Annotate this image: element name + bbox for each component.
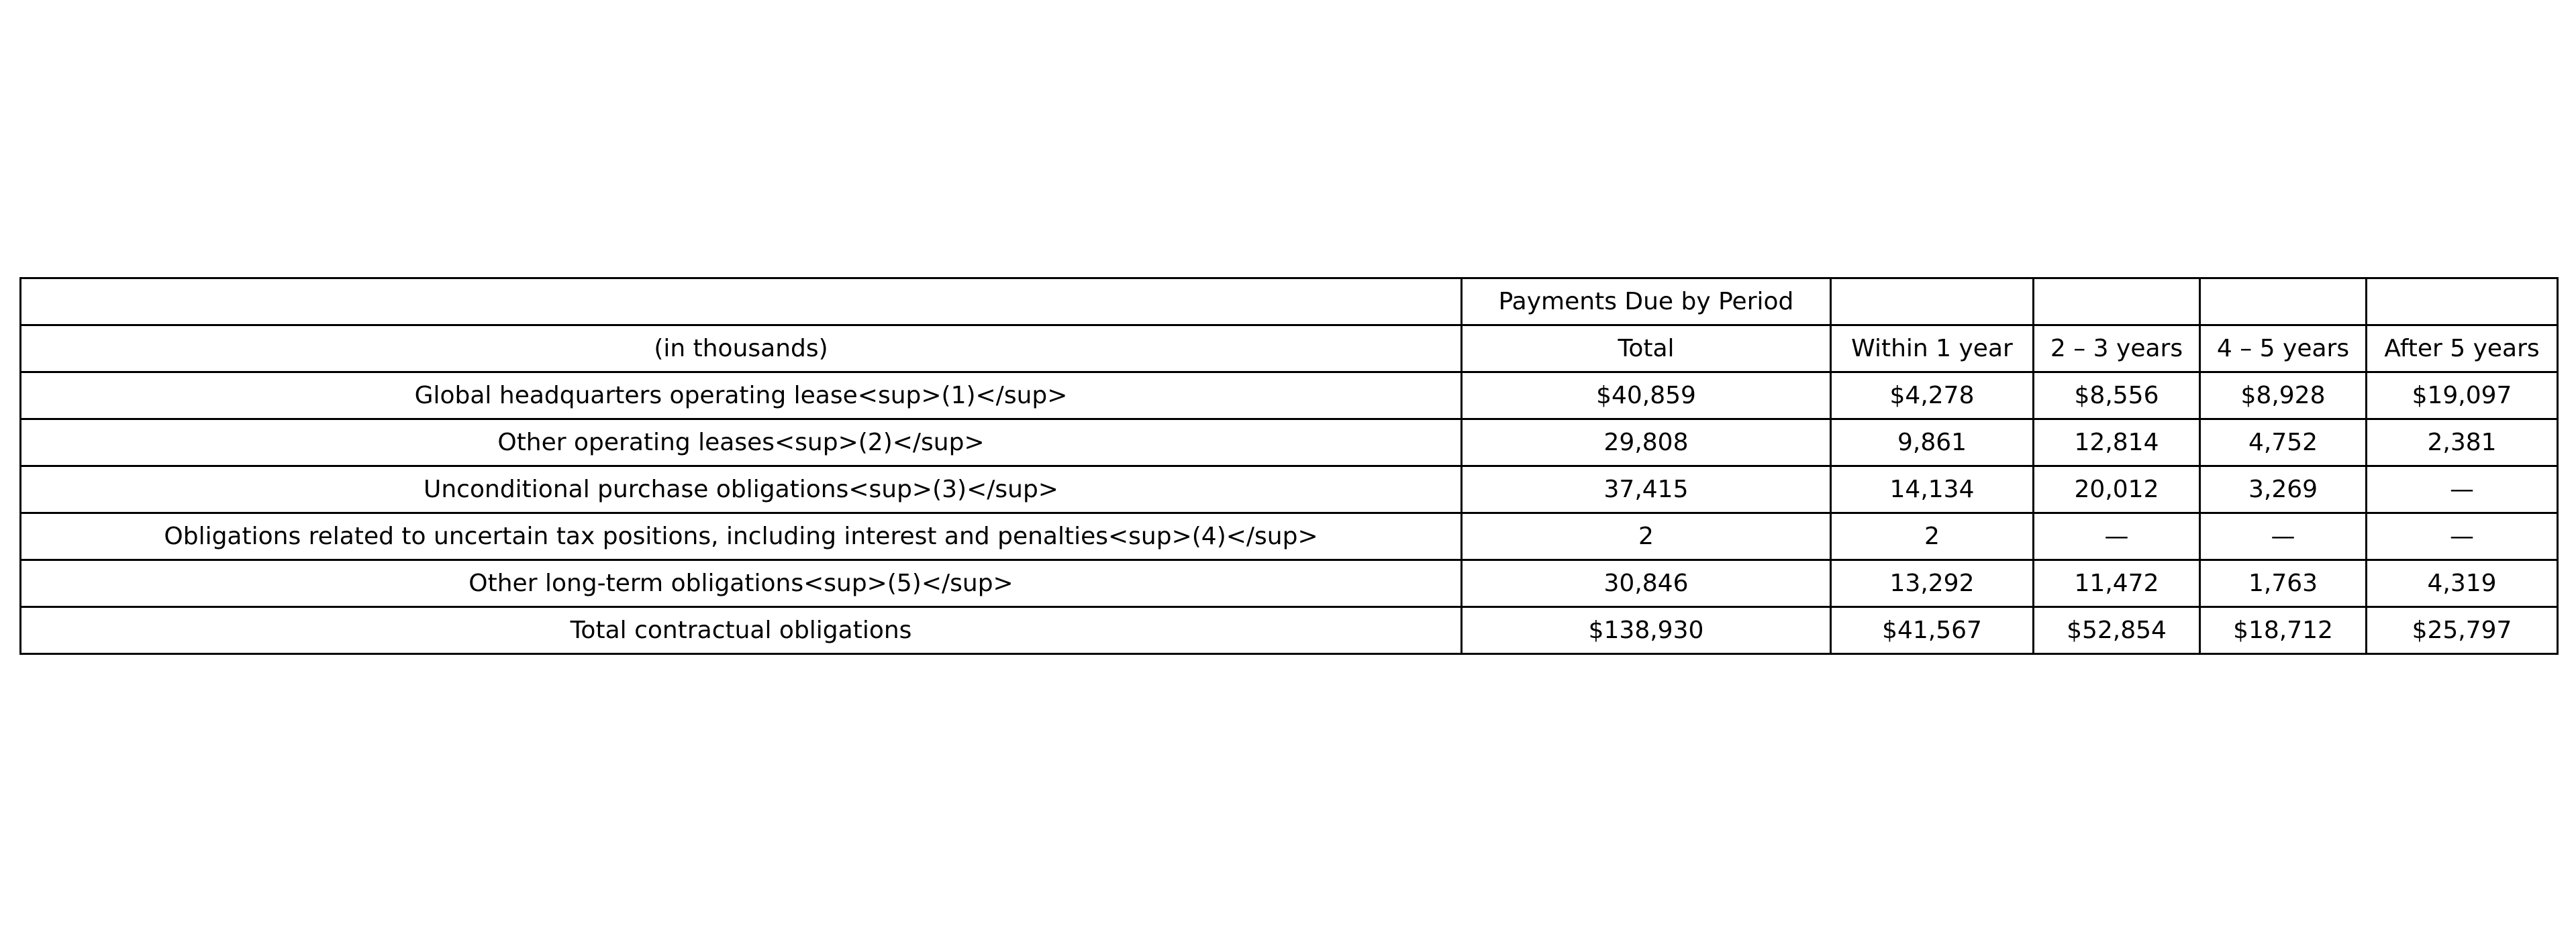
table-cell: 2 [1831, 513, 2034, 560]
column-header-cell: 2 – 3 years [2034, 325, 2200, 372]
table-cell: $4,278 [1831, 372, 2034, 419]
row-label-cell: Other operating leases<sup>(2)</sup> [21, 419, 1462, 466]
table-cell: 2,381 [2367, 419, 2558, 466]
row-label-cell: Global headquarters operating lease<sup>(1)</sup> [21, 372, 1462, 419]
table-cell: 14,134 [1831, 466, 2034, 513]
column-header-cell: 4 – 5 years [2200, 325, 2367, 372]
period-header-cell [2200, 278, 2367, 325]
table-cell: 1,763 [2200, 560, 2367, 607]
table-cell: $8,556 [2034, 372, 2200, 419]
table-cell: $18,712 [2200, 607, 2367, 654]
table-cell: 30,846 [1462, 560, 1831, 607]
table-row [21, 513, 2558, 560]
table-cell: — [2200, 513, 2367, 560]
table-cell: $41,567 [1831, 607, 2034, 654]
table-cell: — [2034, 513, 2200, 560]
period-header-cell [2034, 278, 2200, 325]
table-cell: 4,752 [2200, 419, 2367, 466]
table-cell: $138,930 [1462, 607, 1831, 654]
table-cell: 4,319 [2367, 560, 2558, 607]
period-header-row [21, 278, 2558, 325]
table-cell: $8,928 [2200, 372, 2367, 419]
row-label-cell: Total contractual obligations [21, 607, 1462, 654]
table-cell: 13,292 [1831, 560, 2034, 607]
table-cell: $40,859 [1462, 372, 1831, 419]
table-row [21, 466, 2558, 513]
period-header-cell: Payments Due by Period [1462, 278, 1831, 325]
column-header-cell: (in thousands) [21, 325, 1462, 372]
table-cell: — [2367, 513, 2558, 560]
table-row [21, 419, 2558, 466]
column-header-cell: After 5 years [2367, 325, 2558, 372]
table-cell: 9,861 [1831, 419, 2034, 466]
table-cell: 20,012 [2034, 466, 2200, 513]
row-label-cell: Obligations related to uncertain tax positions, including interest and penalties<sup>(4)</sup> [21, 513, 1462, 560]
column-header-cell: Total [1462, 325, 1831, 372]
table-cell: — [2367, 466, 2558, 513]
table-cell: 29,808 [1462, 419, 1831, 466]
row-label-cell: Unconditional purchase obligations<sup>(3)</sup> [21, 466, 1462, 513]
period-header-cell [1831, 278, 2034, 325]
table-cell: $52,854 [2034, 607, 2200, 654]
table-cell: 11,472 [2034, 560, 2200, 607]
table-cell: 37,415 [1462, 466, 1831, 513]
period-header-cell [2367, 278, 2558, 325]
table-cell: 12,814 [2034, 419, 2200, 466]
table-cell: 2 [1462, 513, 1831, 560]
column-header-cell: Within 1 year [1831, 325, 2034, 372]
row-label-cell: Other long-term obligations<sup>(5)</sup> [21, 560, 1462, 607]
period-header-cell [21, 278, 1462, 325]
column-header-row [21, 325, 2558, 372]
table-cell: $19,097 [2367, 372, 2558, 419]
table-cell: $25,797 [2367, 607, 2558, 654]
table-cell: 3,269 [2200, 466, 2367, 513]
table-row [21, 560, 2558, 607]
total-row [21, 607, 2558, 654]
contractual-obligations-table [19, 277, 2559, 655]
table-row [21, 372, 2558, 419]
